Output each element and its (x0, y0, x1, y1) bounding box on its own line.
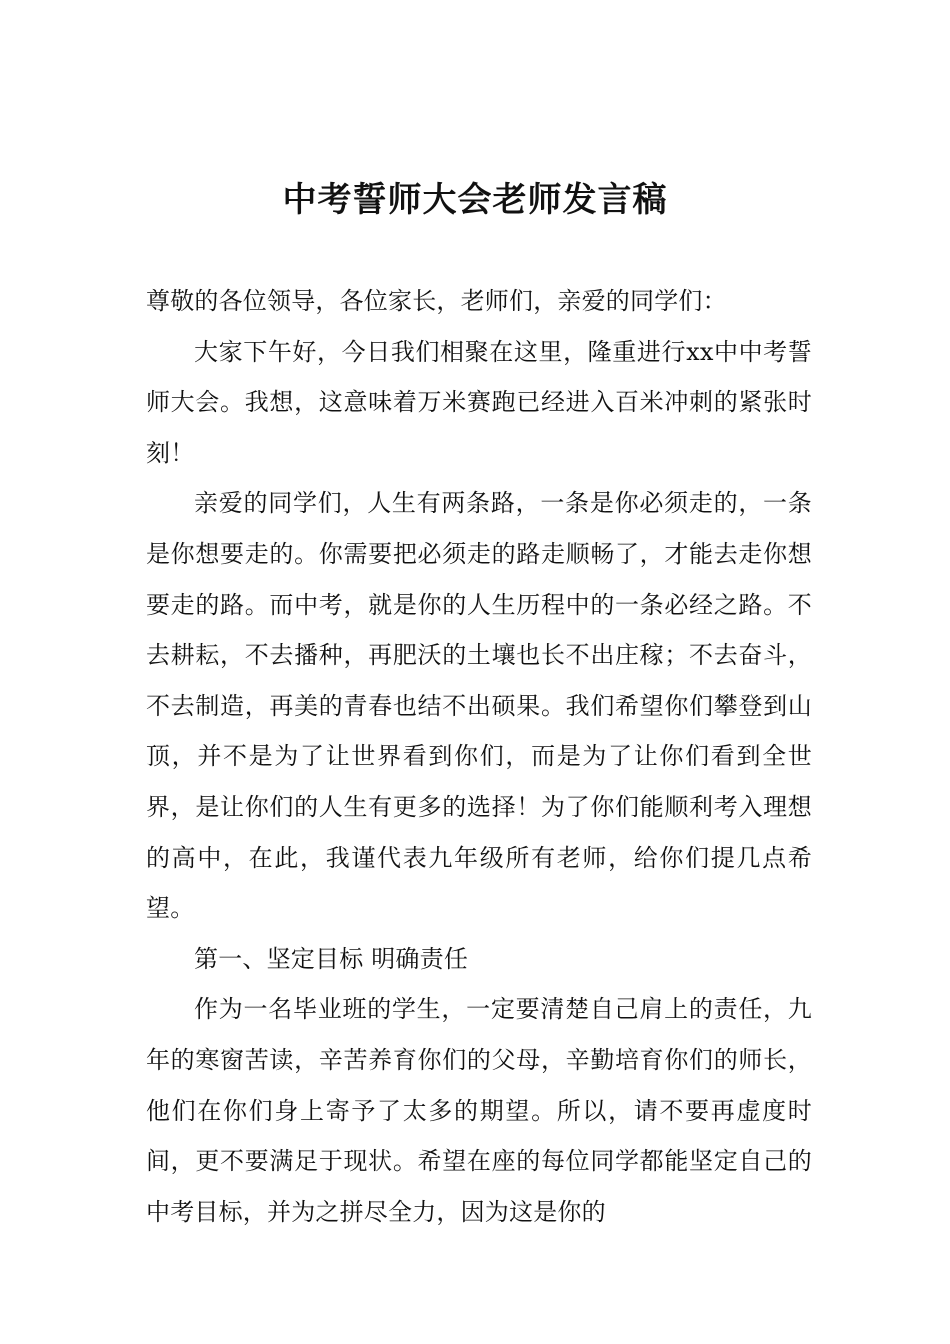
document-title: 中考誓师大会老师发言稿 (282, 180, 668, 220)
paragraph-responsibility: 作为一名毕业班的学生，一定要清楚自己肩上的责任，九年的寒窗苦读，辛苦养育你们的父母，辛勤培育你们的师长，他们在你们身上寄予了太多的期望。所以，请不要再虚度时间，更不要满足于现状。希望在座的每位同学都能坚定自己的中考目标，并为之拼尽全力，因为这是你的 (146, 995, 812, 1226)
salutation: 尊敬的各位领导，各位家长，老师们，亲爱的同学们： (146, 287, 727, 315)
document-body (146, 276, 812, 1237)
section-heading-first: 第一、坚定目标 明确责任 (194, 944, 469, 973)
paragraph-greeting: 大家下午好，今日我们相聚在这里，隆重进行xx中中考誓师大会。我想，这意味着万米赛跑已经进入百米冲刺的紧张时刻！ (146, 337, 812, 467)
paragraph-two-roads: 亲爱的同学们，人生有两条路，一条是你必须走的，一条是你想要走的。你需要把必须走的路走顺畅了，才能去走你想要走的路。而中考，就是你的人生历程中的一条必经之路。不去耕耘，不去播种，再肥沃的土壤也长不出庄稼；不去奋斗，不去制造，再美的青春也结不出硕果。我们希望你们攀登到山顶，并不是为了让世界看到你们，而是为了让你们看到全世界，是让你们的人生有更多的选择！为了你们能顺利考入理想的高中，在此，我谨代表九年级所有老师，给你们提几点希望。 (146, 489, 812, 923)
